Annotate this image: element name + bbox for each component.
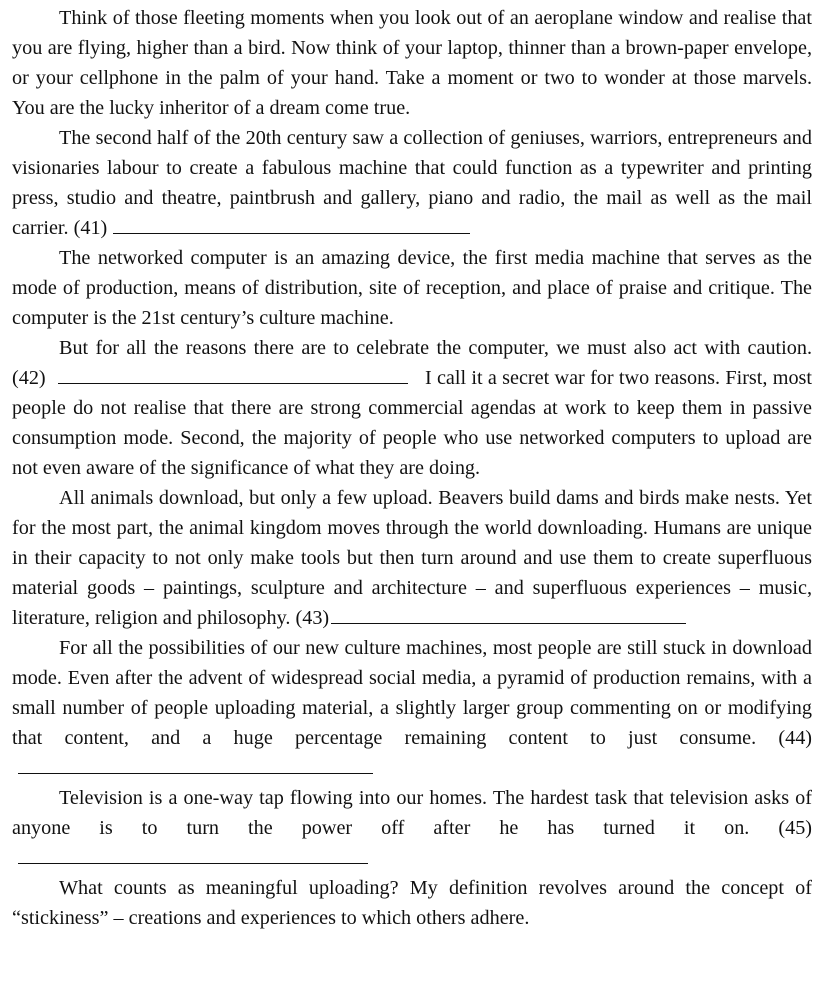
paragraph-text: The networked computer is an amazing device, the first media machine that serves as the mode of production, means of distribution, site of reception, and place of praise and critique. The computer is the 21st century’s culture machine. xyxy=(12,247,812,329)
paragraph-8 xyxy=(12,873,812,933)
paragraph-6 xyxy=(12,633,812,783)
paragraph-text: What counts as meaningful uploading? My definition revolves around the concept of “stickiness” – creations and experiences to which others adhere. xyxy=(12,877,812,929)
paragraph-text: All animals download, but only a few upload. Beavers build dams and birds make nests. Yet for the most part, the animal kingdom moves through the world downloading. Humans are unique in their capacity to not only make tools but then turn around and use them to create superfluous material goods – paintings, sculpture and architecture – and superfluous experiences – music, literature, religion and philosophy. xyxy=(12,487,812,629)
paragraph-1 xyxy=(12,3,812,123)
paragraph-5 xyxy=(12,483,812,633)
paragraph-text: The second half of the 20th century saw a collection of geniuses, warriors, entrepreneurs and visionaries labour to create a fabulous machine that could function as a typewriter and printing press, studio and theatre, paintbrush and gallery, piano and radio, the mail as well as the mail carrier. xyxy=(12,127,812,239)
blank-label-44: (44) xyxy=(778,727,813,749)
answer-blank-45[interactable] xyxy=(18,847,368,864)
blank-label-42: (42) xyxy=(12,367,46,389)
paragraph-text-before: But for all the reasons there are to celebrate the computer, we must also act with caution. xyxy=(59,337,812,359)
paragraph-text: Television is a one-way tap flowing into our homes. The hardest task that television asks of anyone is to turn the power off after he has turned it on. xyxy=(12,787,812,839)
blank-label-41: (41) xyxy=(73,217,108,239)
paragraph-2 xyxy=(12,123,812,243)
answer-blank-41[interactable] xyxy=(113,217,470,234)
paragraph-text-after: I call it a secret war for two reasons. First, most people do not realise that there are strong commercial agendas at work to keep them in passive consumption mode. Second, the majority of people who use networked computers to upload are not even aware of the significance of what they are doing. xyxy=(12,367,813,479)
answer-blank-44[interactable] xyxy=(18,757,373,774)
paragraph-text: Think of those fleeting moments when you look out of an aeroplane window and realise that you are flying, higher than a bird. Now think of your laptop, thinner than a brown-paper envelope, or your cellphone in the palm of your hand. Take a moment or two to wonder at those marvels. You are the lucky inheritor of a dream come true. xyxy=(12,7,812,119)
paragraph-7 xyxy=(12,783,812,873)
paragraph-4 xyxy=(12,333,812,483)
answer-blank-43[interactable] xyxy=(331,607,686,624)
blank-label-43: (43) xyxy=(295,607,330,629)
answer-blank-42[interactable] xyxy=(58,367,408,384)
paragraph-3 xyxy=(12,243,812,333)
blank-label-45: (45) xyxy=(778,817,813,839)
paragraph-text: For all the possibilities of our new culture machines, most people are still stuck in download mode. Even after the advent of widespread social media, a pyramid of production remains, with a small number of people uploading material, a slightly larger group commenting on or modifying that content, and a huge percentage remaining content to just consume. xyxy=(12,637,812,749)
